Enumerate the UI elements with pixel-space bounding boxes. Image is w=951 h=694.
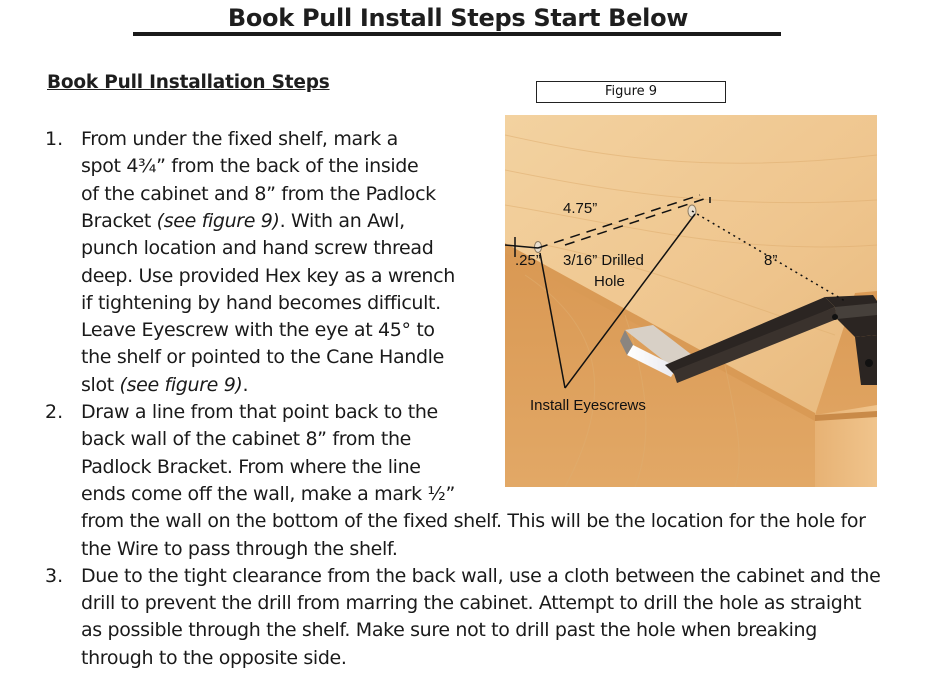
- label-drilled-hole-1: 3/16” Drilled: [563, 252, 644, 269]
- step-text: . With an Awl,: [279, 209, 405, 232]
- step-1-line: punch location and hand screw thread: [81, 237, 434, 260]
- label-8: 8”: [764, 252, 778, 269]
- step-3-line: drill to prevent the drill from marring the cabinet. Attempt to drill the hole as straight: [81, 592, 862, 615]
- step-number: 3.: [45, 564, 64, 587]
- label-025: .25”: [515, 252, 541, 269]
- step-text: Bracket: [81, 209, 157, 232]
- label-475: 4.75”: [563, 200, 598, 217]
- step-2-line: Draw a line from that point back to the: [81, 401, 438, 423]
- step-number: 1.: [45, 128, 64, 150]
- figure-caption: Figure 9: [536, 81, 726, 103]
- step-1-line: [81, 372, 248, 399]
- step-1-line: From under the fixed shelf, mark a: [81, 128, 398, 150]
- figure-reference: (see figure 9): [156, 209, 280, 232]
- step-2-line: back wall of the cabinet 8” from the: [81, 428, 412, 451]
- figure-9-illustration: [505, 115, 877, 487]
- label-install-eyescrews: Install Eyescrews: [530, 397, 646, 414]
- step-1-line: Leave Eyescrew with the eye at 45° to: [81, 319, 435, 342]
- step-3-line: as possible through the shelf. Make sure not to drill past the hole when breaking: [81, 619, 817, 642]
- step-text: .: [242, 373, 249, 396]
- figure-reference: (see figure 9): [119, 373, 243, 396]
- step-1-line: [81, 208, 405, 235]
- step-2-line: the Wire to pass through the shelf.: [81, 537, 398, 560]
- step-1-line: if tightening by hand becomes difficult.: [81, 291, 441, 314]
- step-1-line: deep. Use provided Hex key as a wrench: [81, 264, 455, 287]
- label-drilled-hole-2: Hole: [594, 273, 625, 290]
- step-1-line: the shelf or pointed to the Cane Handle: [81, 346, 444, 369]
- step-2-line: ends come off the wall, make a mark ½”: [81, 482, 455, 505]
- step-2-line: Padlock Bracket. From where the line: [81, 455, 421, 478]
- title-underline: [133, 32, 781, 36]
- step-3-line: Due to the tight clearance from the back wall, use a cloth between the cabinet and the: [81, 564, 881, 587]
- page-title: Book Pull Install Steps Start Below: [227, 4, 689, 32]
- step-2-line: from the wall on the bottom of the fixed shelf. This will be the location for the hole for: [81, 510, 866, 533]
- step-number: 2.: [45, 401, 64, 423]
- step-text: slot: [81, 373, 120, 396]
- step-1-line: spot 4¾” from the back of the inside: [81, 155, 419, 178]
- step-3-line: through to the opposite side.: [81, 646, 347, 669]
- step-1-line: of the cabinet and 8” from the Padlock: [81, 182, 436, 205]
- section-heading: Book Pull Installation Steps: [47, 72, 330, 93]
